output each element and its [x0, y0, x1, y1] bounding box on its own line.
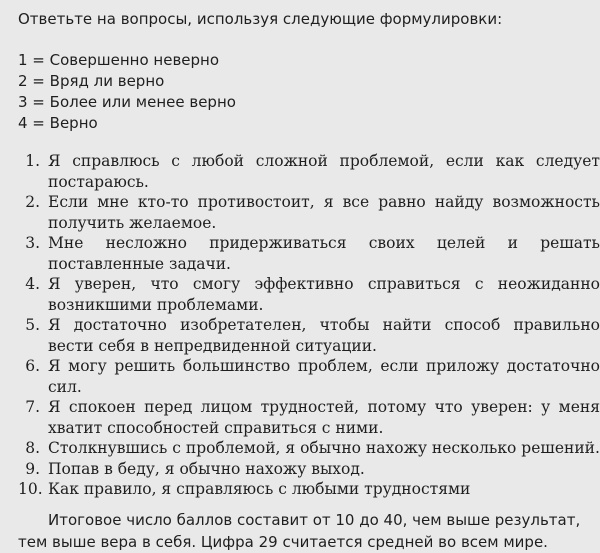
- question-text: Если мне кто-то противостоит, я все равно найду возможность получить желаемое.: [48, 193, 600, 232]
- question-item: [18, 397, 600, 438]
- question-item: [18, 459, 590, 480]
- question-number: 7.: [25, 398, 40, 416]
- question-text: Я спокоен перед лицом трудностей, потому что уверен: у меня хватит способностей справиться с ними.: [48, 398, 600, 437]
- scale-option: 4 = Верно: [18, 114, 98, 132]
- question-number: 4.: [25, 275, 40, 293]
- question-number: 1.: [25, 152, 40, 170]
- scoring-summary: Итоговое число баллов составит от 10 до 40, чем выше результат, тем выше вера в себя. Цифра 29 считается средней во всем мире.: [18, 510, 581, 551]
- question-number: 5.: [25, 316, 40, 334]
- question-item: [18, 151, 600, 192]
- question-text: Как правило, я справляюсь с любыми трудностями: [48, 480, 471, 498]
- question-item: [18, 315, 600, 356]
- answer-scale: [18, 50, 590, 134]
- instructions-text: Ответьте на вопросы, используя следующие формулировки:: [18, 10, 503, 28]
- question-text: Я уверен, что смогу эффективно справиться с неожиданно возникшими проблемами.: [48, 275, 600, 314]
- question-number: 2.: [25, 193, 40, 211]
- question-item: [18, 274, 600, 315]
- question-number: 3.: [25, 234, 40, 252]
- scale-option: 2 = Вряд ли верно: [18, 72, 165, 90]
- question-item: [18, 356, 600, 397]
- question-number: 9.: [25, 459, 40, 478]
- question-text: Я справлюсь с любой сложной проблемой, если как следует постараюсь.: [48, 152, 600, 191]
- scale-option: 1 = Совершенно неверно: [18, 51, 220, 69]
- question-item: [18, 438, 600, 459]
- question-text: Попав в беду, я обычно нахожу выход.: [48, 459, 365, 478]
- scale-option: 3 = Более или менее верно: [18, 93, 236, 111]
- question-text: Столкнувшись с проблемой, я обычно нахожу несколько решений.: [48, 439, 600, 457]
- question-item: [18, 192, 600, 233]
- question-number: 10.: [18, 480, 43, 498]
- question-number: 6.: [25, 357, 40, 375]
- question-text: Я достаточно изобретателен, чтобы найти способ правильно вести себя в непредвиденной ситуации.: [48, 316, 600, 355]
- question-item: [18, 233, 600, 274]
- question-text: Мне несложно придерживаться своих целей и решать поставленные задачи.: [48, 234, 600, 273]
- question-text: Я могу решить большинство проблем, если приложу достаточно сил.: [48, 357, 600, 396]
- question-number: 8.: [25, 439, 40, 457]
- question-list: [18, 151, 600, 500]
- question-item: [18, 479, 590, 500]
